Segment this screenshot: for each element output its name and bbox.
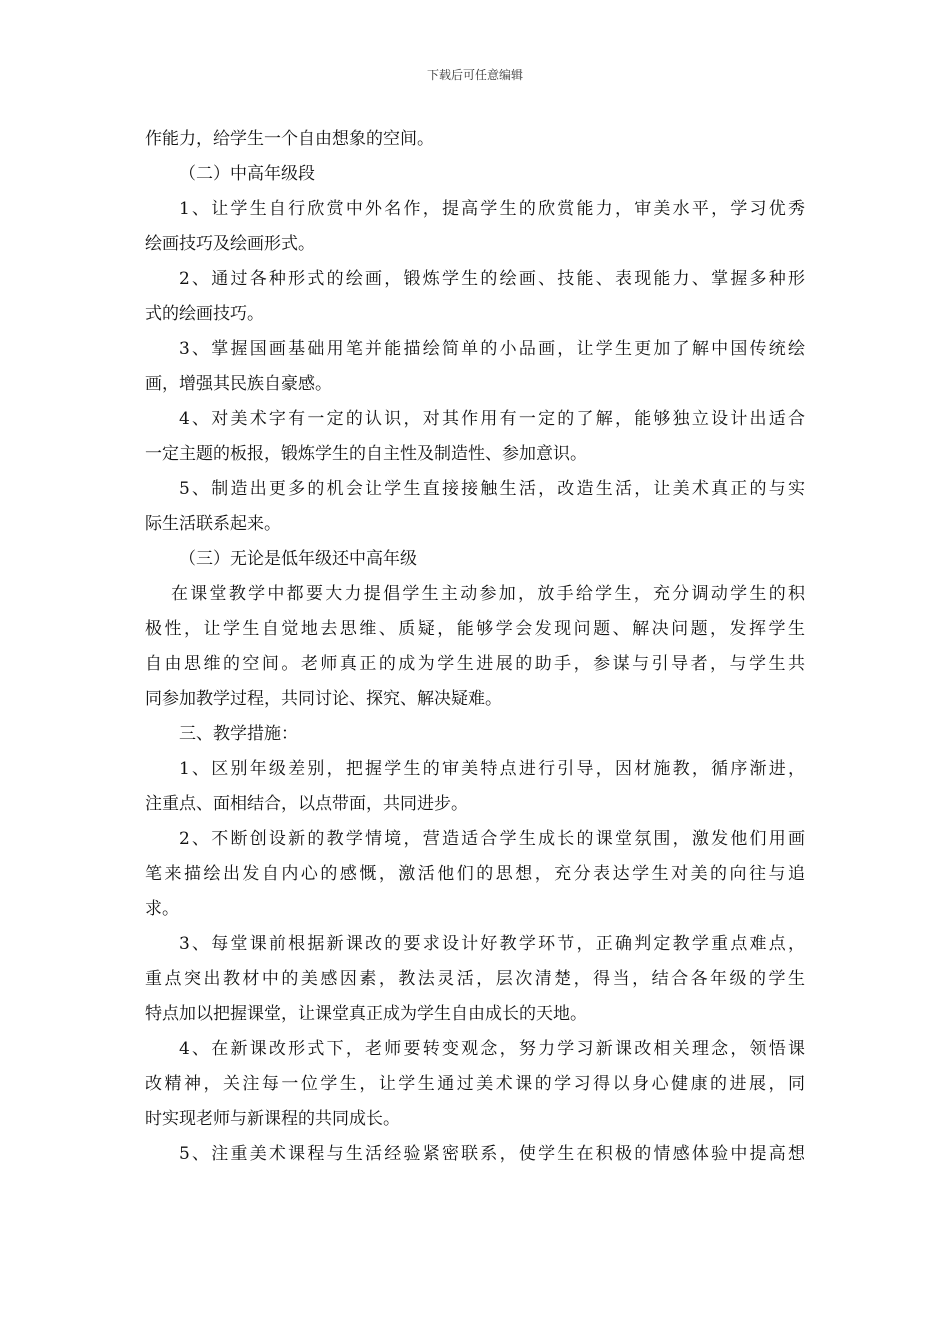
text-line: 3、掌握国画基础用笔并能描绘简单的小品画，让学生更加了解中国传统绘: [179, 339, 805, 359]
text-line: 2、不断创设新的教学情境，营造适合学生成长的课堂氛围，激发他们用画: [179, 829, 805, 849]
section-heading: 三、教学措施：: [179, 724, 298, 744]
text-line: 极性，让学生自觉地去思维、质疑，能够学会发现问题、解决问题，发挥学生: [145, 619, 805, 639]
text-line: 一定主题的板报，锻炼学生的自主性及制造性、参加意识。: [145, 444, 587, 464]
text-line: 在课堂教学中都要大力提倡学生主动参加，放手给学生，充分调动学生的积: [171, 584, 805, 604]
text-line: 4、对美术字有一定的认识，对其作用有一定的了解，能够独立设计出适合: [179, 409, 805, 429]
page-header: 下载后可任意编辑: [426, 68, 523, 82]
text-line: 际生活联系起来。: [145, 514, 281, 534]
text-line: 笔来描绘出发自内心的感慨，激活他们的思想，充分表达学生对美的向往与追: [145, 864, 805, 884]
text-line: 5、制造出更多的机会让学生直接接触生活，改造生活，让美术真正的与实: [179, 479, 805, 499]
section-heading: （三）无论是低年级还中高年级: [179, 549, 417, 569]
text-line: 同参加教学过程，共同讨论、探究、解决疑难。: [145, 689, 502, 709]
text-line: 求。: [145, 899, 179, 919]
text-line: 作能力，给学生一个自由想象的空间。: [145, 129, 434, 149]
text-line: 绘画技巧及绘画形式。: [145, 234, 315, 254]
text-line: 自由思维的空间。老师真正的成为学生进展的助手，参谋与引导者，与学生共: [145, 654, 805, 674]
section-heading: （二）中高年级段: [179, 164, 315, 184]
text-line: 1、区别年级差别，把握学生的审美特点进行引导，因材施教，循序渐进，: [179, 759, 805, 779]
text-line: 4、在新课改形式下，老师要转变观念，努力学习新课改相关理念，领悟课: [179, 1039, 805, 1059]
document-body: [145, 122, 805, 1172]
text-line: 1、让学生自行欣赏中外名作，提高学生的欣赏能力，审美水平，学习优秀: [179, 199, 805, 219]
text-line: 注重点、面相结合，以点带面，共同进步。: [145, 794, 468, 814]
text-line: 3、每堂课前根据新课改的要求设计好教学环节，正确判定教学重点难点，: [179, 934, 805, 954]
text-line: 画，增强其民族自豪感。: [145, 374, 332, 394]
text-line: 特点加以把握课堂，让课堂真正成为学生自由成长的天地。: [145, 1004, 587, 1024]
text-line: 时实现老师与新课程的共同成长。: [145, 1109, 400, 1129]
text-line: 重点突出教材中的美感因素，教法灵活，层次清楚，得当，结合各年级的学生: [145, 969, 805, 989]
text-line: 改精神，关注每一位学生，让学生通过美术课的学习得以身心健康的进展，同: [145, 1074, 805, 1094]
text-line: 5、注重美术课程与生活经验紧密联系，使学生在积极的情感体验中提高想: [179, 1144, 805, 1164]
text-line: 式的绘画技巧。: [145, 304, 264, 324]
text-line: 2、通过各种形式的绘画，锻炼学生的绘画、技能、表现能力、掌握多种形: [179, 269, 805, 289]
